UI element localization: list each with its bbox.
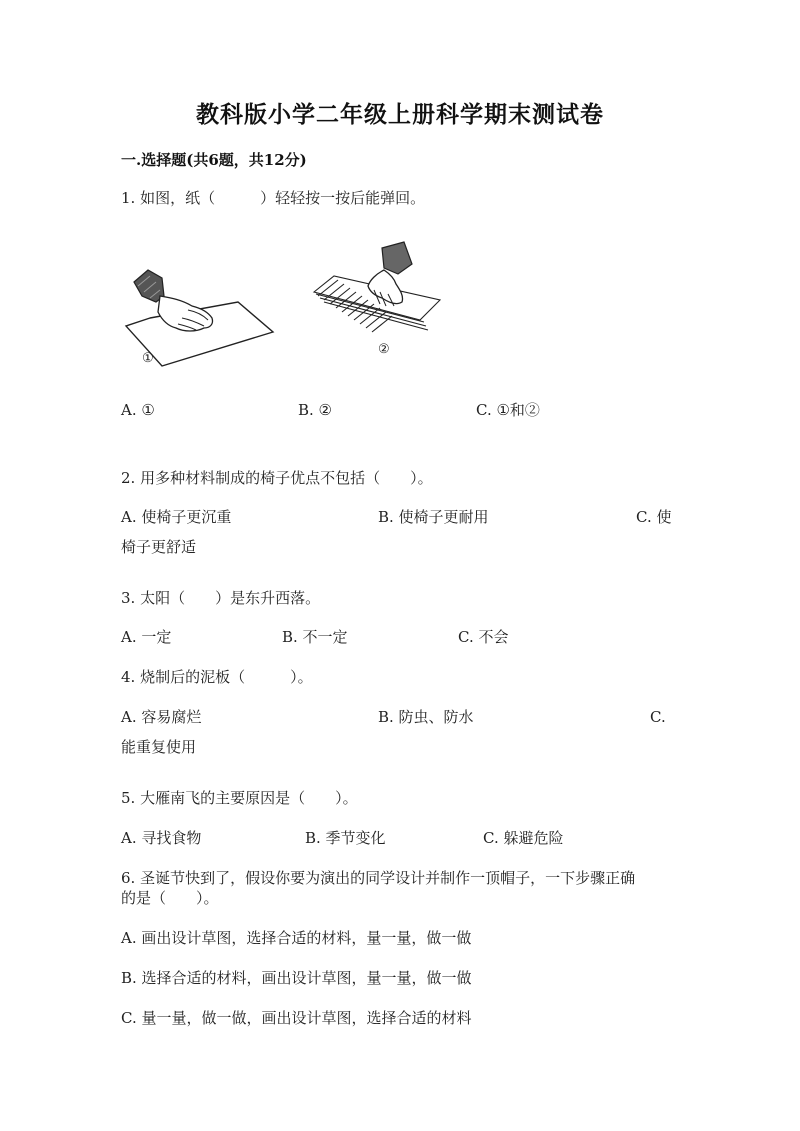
- q5-option-c[interactable]: C. 躲避危险: [483, 829, 564, 847]
- q1-option-a[interactable]: A. ①: [121, 401, 155, 419]
- q5-option-b[interactable]: B. 季节变化: [305, 829, 386, 847]
- q2-option-b[interactable]: B. 使椅子更耐用: [378, 508, 489, 526]
- sleeve: [382, 242, 412, 274]
- q6-option-c[interactable]: C. 量一量，做一做，画出设计草图，选择合适的材料: [121, 1009, 472, 1027]
- q3-option-c[interactable]: C. 不会: [458, 628, 509, 646]
- q4-option-c[interactable]: C.: [650, 708, 666, 726]
- question-3: 3. 太阳（ ）是东升西落。: [121, 589, 321, 607]
- q2-option-c-continued[interactable]: 椅子更舒适: [121, 538, 197, 556]
- question-6-line-1: 6. 圣诞节快到了，假设你要为演出的同学设计并制作一顶帽子，一下步骤正确: [121, 869, 636, 887]
- q4-option-c-continued[interactable]: 能重复使用: [121, 738, 197, 756]
- q2-option-c[interactable]: C. 使: [636, 508, 672, 526]
- q1-option-b[interactable]: B. ②: [298, 401, 333, 419]
- q3-option-a[interactable]: A. 一定: [121, 628, 172, 646]
- q5-option-a[interactable]: A. 寻找食物: [121, 829, 202, 847]
- q3-option-b[interactable]: B. 不一定: [282, 628, 348, 646]
- figure-label-1: ①: [142, 351, 154, 366]
- q2-option-a[interactable]: A. 使椅子更沉重: [121, 508, 232, 526]
- figure-label-2: ②: [378, 342, 390, 357]
- figure-folded-paper: [308, 240, 448, 350]
- q1-option-c[interactable]: C. ①和②: [476, 401, 540, 419]
- q6-option-b[interactable]: B. 选择合适的材料，画出设计草图，量一量，做一做: [121, 969, 472, 987]
- question-5: 5. 大雁南飞的主要原因是（ ）。: [121, 789, 358, 807]
- question-6-line-2: 的是（ ）。: [121, 889, 219, 907]
- question-2: 2. 用多种材料制成的椅子优点不包括（ ）。: [121, 469, 433, 487]
- page-title: 教科版小学二年级上册科学期末测试卷: [196, 101, 604, 128]
- question-4: 4. 烧制后的泥板（ ）。: [121, 668, 313, 686]
- q6-option-a[interactable]: A. 画出设计草图，选择合适的材料，量一量，做一做: [121, 929, 472, 947]
- section-heading: 一.选择题(共6题，共12分): [121, 151, 307, 169]
- q4-option-b[interactable]: B. 防虫、防水: [378, 708, 474, 726]
- q4-option-a[interactable]: A. 容易腐烂: [121, 708, 202, 726]
- question-1: 1. 如图，纸（ ）轻轻按一按后能弹回。: [121, 189, 426, 207]
